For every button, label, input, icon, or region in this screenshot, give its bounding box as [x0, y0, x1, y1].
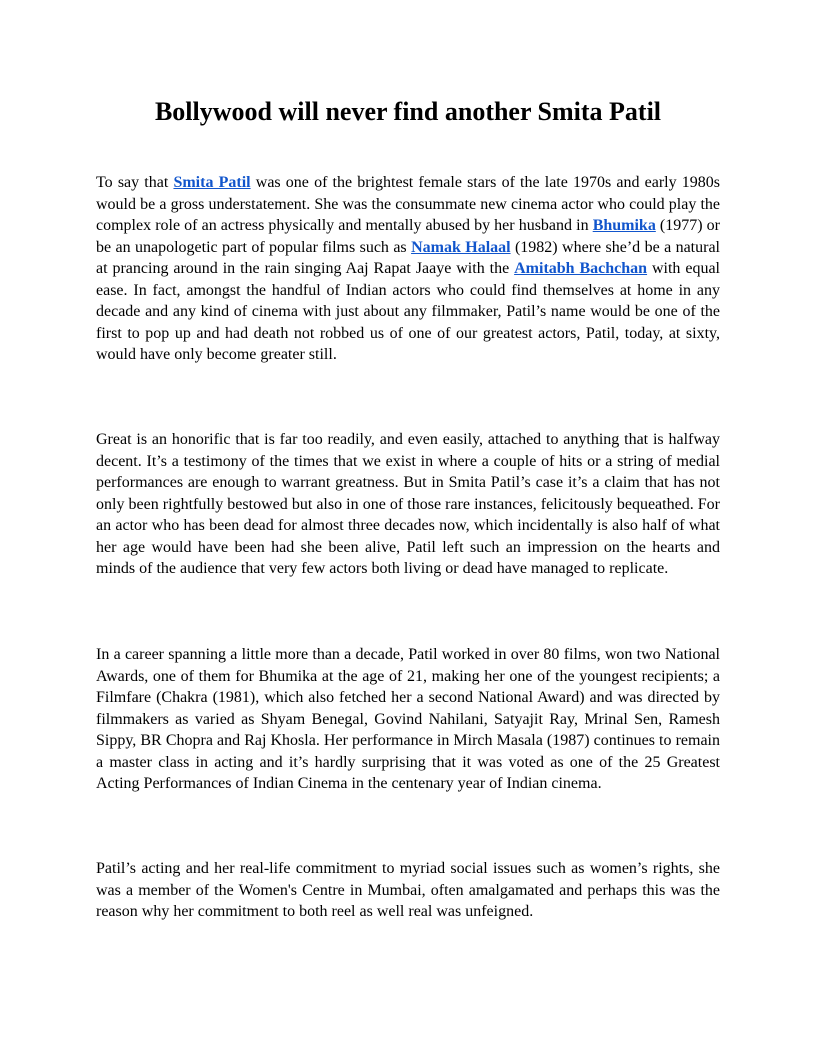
link-bhumika[interactable]: Bhumika [592, 217, 656, 234]
paragraph-2: Great is an honorific that is far too readily, and even easily, attached to anything that is halfway decent. It’s a testimony of the times that we exist in where a couple of hits or a string of medial performances are enough to warrant greatness. But in Smita Patil’s case it’s a claim that has not only been rightfully bestowed but also in one of those rare instances, felicitously bequeathed. For an actor who has been dead for almost three decades now, which incidentally is also half of what her age would have been had she been alive, Patil left such an impression on the hearts and minds of the audience that very few actors both living or dead have managed to replicate. [96, 431, 720, 577]
link-namak-halaal[interactable]: Namak Halaal [411, 238, 511, 256]
paragraph-4: Patil’s acting and her real-life commitment to myriad social issues such as women’s rights, she was a member of the Women's Centre in Mumbai, often amalgamated and perhaps this was the reason why her commitment to both reel as well real was unfeigned. [96, 860, 720, 920]
paragraph-3: In a career spanning a little more than a decade, Patil worked in over 80 films, won two National Awards, one of them for Bhumika at the age of 21, making her one of the youngest recipients; a Filmfare (Chakra (1981), which also fetched her a second National Award) and was directed by filmmakers as varied as Shyam Benegal, Govind Nahilani, Satyajit Ray, Mrinal Sen, Ramesh Sippy, BR Chopra and Raj Khosla. Her performance in Mirch Masala (1987) continues to remain a master class in acting and it’s hardly surprising that it was voted as one of the 25 Greatest Acting Performances of Indian Cinema in the centenary year of Indian cinema. [96, 646, 720, 792]
paragraph-1-text-2: was one of the brightest female stars of the late 1970s and early 1980s would be a gross understatement. She was the consummate new cinema actor who could play the complex role of an actress physically and mentally abused by her husband in [96, 174, 720, 234]
link-smita-patil[interactable]: Smita Patil [173, 174, 251, 191]
article-title: Bollywood will never find another Smita Patil [154, 97, 662, 126]
paragraph-1 [96, 172, 720, 366]
paragraph-1-text-3: (1977) or be an unapologetic part of popular films such as [96, 217, 721, 256]
paragraph-1-text-1: To say that [96, 174, 174, 191]
paragraph-1-text-5: with equal ease. In fact, amongst the handful of Indian actors who could find themselves at home in any decade and any kind of cinema with just about any filmmaker, Patil’s name would be one of the first to pop up and had death not robbed us of one of our greatest actors, Patil, today, at sixty, would have only become greater still. [96, 260, 721, 363]
paragraph-1-text-4: (1982) where she’d be a natural at prancing around in the rain singing Aaj Rapat Jaaye with the [96, 238, 720, 277]
link-amitabh-bachchan[interactable]: Amitabh Bachchan [514, 260, 648, 277]
